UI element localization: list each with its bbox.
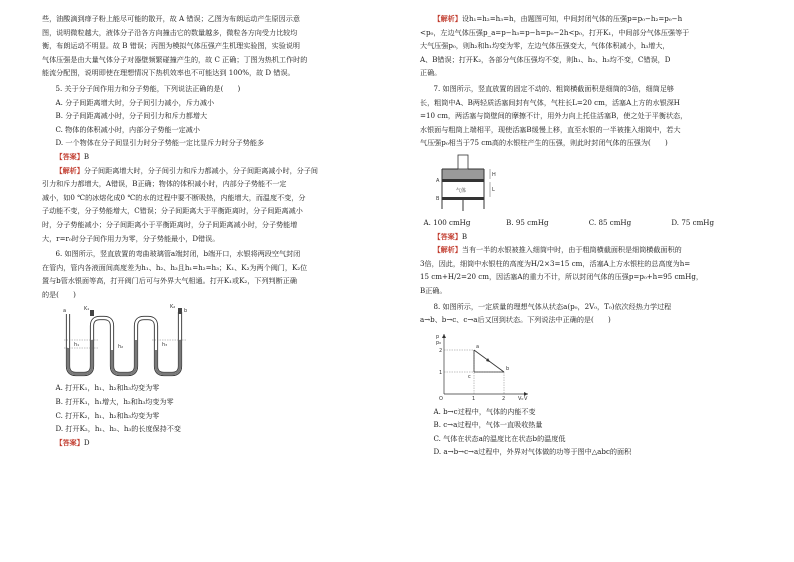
- q8-option-d: D. a→b→c→a过程中，外界对气体做的功等于图中△abc的面积: [433, 447, 632, 457]
- q5-option-c: C. 物体的体积减小时，内部分子势能一定减小: [55, 124, 200, 134]
- q6-analysis-line-2: <p₀，左边气体压强p_a=p−h₃=p−h=p₀−2h<p₀，打开K₁，中间部分气体压强等于: [420, 27, 690, 37]
- q8-pv-figure: [432, 330, 754, 402]
- pv-diagram: [432, 330, 532, 402]
- continuation-line-3: 衡，布朗运动不明显。故 B 错误；丙图为模拟气体压强产生机理实验图，实验说明: [42, 41, 301, 51]
- label-b: B: [436, 195, 440, 202]
- q6-option-a: A. 打开K₁，h₁、h₂和h₃均变为零: [55, 383, 160, 393]
- label-y2: 2: [439, 347, 443, 354]
- q8-stem-line-2: a→b、b→c、c→a后又回到状态。下列说法中正确的是( ): [420, 315, 611, 325]
- analysis-tag: 【解析】: [55, 165, 84, 175]
- q7-stem-line-1: 7. 如图所示，竖直放置的固定不动的、粗筒横截面积是细筒的3倍，细筒足够: [433, 83, 675, 93]
- q5-analysis-line-6: 大，r=r₀时分子间作用力为零，分子势能最小，D错误。: [42, 233, 220, 243]
- q7-cylinder-figure: [432, 153, 754, 213]
- q7-analysis-line-4: B正确。: [420, 285, 447, 295]
- q7-option-b: B. 95 cmHg: [506, 217, 549, 227]
- q6-answer: [42, 436, 376, 450]
- q8-option-b: B. c→a过程中，气体一直吸收热量: [433, 420, 543, 430]
- q6-stem-line-2: 在管内，管内各液面间高度差为h₁、h₂、h₃且h₁=h₂=h₃；K₁、K₂为两个阀门，K₂位: [42, 262, 308, 272]
- q6-stem-line-3: 置与b管水银面等高，打开阀门后可与外界大气相通。打开K₁或K₂，下列判断正确: [42, 276, 297, 286]
- mercury-1: [68, 340, 92, 374]
- q5-answer-value: B: [83, 151, 90, 161]
- right-column: [420, 12, 754, 459]
- q6-option-d: D. 打开K₂，h₁、h₂、h₃的长度保持不变: [55, 424, 181, 434]
- continuation-line-4: 气体压强是由大量气体分子对器壁频繁碰撞产生的，故 C 正确；丁图为热机工作时的: [42, 54, 308, 64]
- arrow-ab-icon: [486, 358, 490, 362]
- label-h: H: [492, 171, 496, 178]
- answer-tag: 【答案】: [55, 151, 84, 161]
- label-a: A: [436, 177, 440, 184]
- continuation-line-1: 些，油酸滴到痱子粉上能尽可能的散开，故 A 错误；乙图为布朗运动产生原因示意: [42, 14, 300, 23]
- q6-u-tube-figure: [54, 304, 376, 378]
- q8-stem-line-1: 8. 如图所示，一定质量的理想气体从状态a(p₀，2V₀，T₀)依次经热力学过程: [433, 301, 672, 311]
- q5-stem: 5. 关于分子间作用力和分子势能，下列说法正确的是( ): [55, 83, 241, 93]
- q6-stem-line-4: 的是( ): [42, 289, 76, 299]
- q5-option-d: D. 一个物体在分子间显引力时分子势能一定比显斥力时分子势能多: [55, 138, 265, 148]
- q6-analysis-line-3: 大气压强p₀，则h₂和h₁均变为零，左边气体压强变大，气体体积减小，h₃增大，: [420, 41, 670, 51]
- q7-option-a: A. 100 cmHg: [423, 217, 471, 227]
- q7-analysis-line-2: 3倍，因此，细筒中水银柱的高度为H/2×3=15 cm，活塞A上方水银柱的总高度为h=: [420, 258, 691, 268]
- q7-answer: [420, 230, 754, 244]
- q6-option-c: C. 打开K₂，h₁、h₂和h₃均变为零: [55, 410, 160, 420]
- q6-stem-line-1: 6. 如图所示，竖直放置的弯曲玻璃管a端封闭，b端开口，水银将两段空气封闭: [55, 249, 301, 259]
- label-origin: O: [439, 395, 443, 402]
- q5-answer: [42, 150, 376, 164]
- q7-analysis-line-3: 15 cm+H/2=20 cm，因活塞A的重力不计，所以封闭气体的压强p=p₀+h=95 cmHg，: [420, 272, 703, 282]
- q5-analysis-line-1: [42, 164, 376, 178]
- valve-k2-icon: [178, 308, 182, 314]
- q5-analysis-line-4: 子动能不变，分子势能增大，C错误；分子间距离大于平衡距离时，分子间距离减小: [42, 206, 303, 216]
- q7-option-d: D. 75 cmHg: [671, 217, 715, 227]
- q7-analysis-line-1: [420, 243, 754, 257]
- q6-answer-value: D: [83, 437, 90, 447]
- q7-analysis-text-1: 当有一半的水银被推入细筒中时，由于粗筒横截面积是细筒横截面积的: [461, 245, 682, 255]
- left-column: [42, 12, 376, 449]
- continuation-line-5: 能流分配图，说明即使在理想情况下热机效率也不可能达到 100%，故 D 错误。: [42, 68, 295, 78]
- label-h3: h₃: [162, 342, 168, 349]
- label-l: L: [492, 186, 495, 193]
- label-x1: 1: [472, 395, 476, 402]
- q5-option-b: B. 分子间距离减小时，分子间引力和斥力都增大: [55, 111, 208, 121]
- q5-option-a: A. 分子间距离增大时，分子间引力减小，斥力减小: [55, 97, 215, 107]
- answer-tag: 【答案】: [433, 231, 462, 241]
- label-p0: p₀: [436, 339, 442, 346]
- q6-analysis-text-1: 设h₁=h₂=h₃=h，由题图可知，中间封闭气体的压强p=p₀−h₂=p₀−h: [461, 14, 683, 23]
- q7-stem-line-3: =10 cm，两活塞与筒壁间的摩擦不计，用外力向上托住活塞B，使之处于平衡状态，: [420, 111, 688, 121]
- analysis-tag: 【解析】: [433, 245, 462, 255]
- label-h2: h₂: [118, 344, 124, 351]
- label-v: V: [524, 395, 528, 402]
- label-a: a: [63, 308, 67, 315]
- q6-option-b: B. 打开K₁，h₁增大，h₂和h₃均变为零: [55, 397, 174, 407]
- q5-analysis-line-3: 减小，如0 ℃的冰熔化成0 ℃的水的过程中要不断吸热，内能增大，而温度不变，分: [42, 192, 306, 202]
- label-gas: 气体: [456, 187, 467, 194]
- mercury-2: [112, 340, 136, 374]
- thin-tube: [458, 155, 468, 169]
- q8-option-c: C. 气体在状态a的温度比在状态b的温度低: [433, 433, 566, 443]
- label-b: b: [184, 308, 188, 315]
- answer-tag: 【答案】: [55, 437, 84, 447]
- mercury-column: [443, 169, 484, 179]
- q6-analysis-line-4: A、B错误；打开K₂，各部分气体压强均不变，则h₁、h₂、h₃均不变，C错误，D: [420, 54, 671, 64]
- label-state-a: a: [476, 343, 480, 350]
- label-x2: 2: [502, 395, 506, 402]
- valve-k1-icon: [90, 310, 94, 316]
- piston-b: [443, 197, 484, 200]
- q6-analysis-line-5: 正确。: [420, 68, 442, 78]
- label-state-b: b: [506, 365, 510, 372]
- q7-answer-value: B: [461, 231, 468, 241]
- piston-a: [443, 179, 484, 182]
- q7-stem-line-4: 水银面与粗筒上端相平，现使活塞B缓慢上移，直至水银的一半被推入细筒中，若大: [420, 124, 681, 134]
- label-k2: K₂: [170, 304, 176, 311]
- q5-analysis-line-5: 时，分子势能减小；分子间距离小于平衡距离时，分子间距离减小时，分子势能增: [42, 219, 298, 229]
- q5-analysis-line-2: 引力和斥力都增大，A错误，B正确；物体的体积减小时，内部分子势能不一定: [42, 179, 287, 189]
- q7-option-c: C. 85 cmHg: [588, 217, 632, 227]
- label-k1: K₁: [84, 306, 90, 313]
- u-tube-diagram: [54, 304, 194, 378]
- q7-stem-line-2: 长，粗筒中A、B两轻质活塞间封有气体，气柱长L=20 cm，活塞A上方的水银深H: [420, 97, 680, 107]
- continuation-line-2: 图，说明微粒越大，液体分子沿各方向撞击它的数量越多，微粒各方向受力比较均: [42, 27, 298, 37]
- label-y1: 1: [439, 369, 443, 376]
- label-p: p: [436, 333, 440, 340]
- analysis-tag: 【解析】: [433, 14, 462, 23]
- q8-option-a: A. b→c过程中，气体的内能不变: [433, 406, 536, 416]
- mercury-3: [156, 340, 180, 374]
- p-axis-arrow-icon: [442, 334, 446, 338]
- q7-options: [420, 216, 754, 230]
- q7-stem-line-5: 气压强p₀相当于75 cm高的水银柱产生的压强，则此时封闭气体的压强为( ): [420, 138, 668, 148]
- label-state-c: c: [468, 373, 471, 380]
- label-h1: h₁: [74, 342, 80, 349]
- q5-analysis-text-1: 分子间距离增大时，分子间引力和斥力都减小，分子间距离减小时，分子间: [83, 165, 318, 175]
- label-v0: V₀: [518, 395, 524, 402]
- q6-analysis-line-1: [420, 12, 754, 26]
- cylinder-diagram: [432, 153, 512, 213]
